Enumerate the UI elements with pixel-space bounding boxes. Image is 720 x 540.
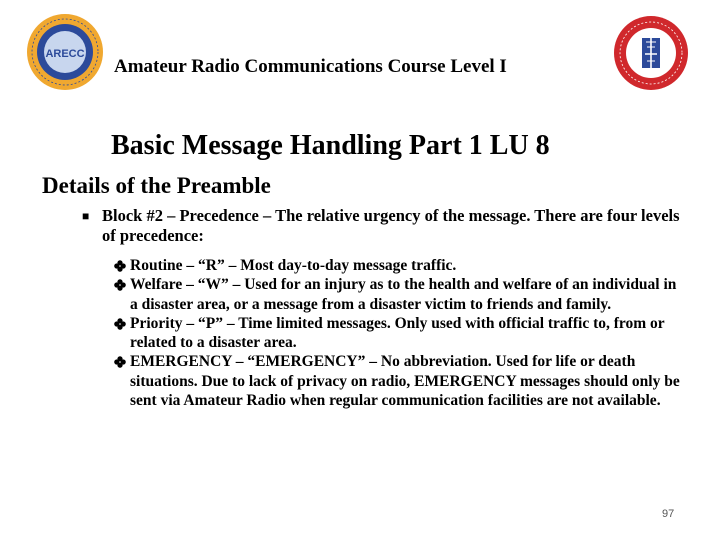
diamond-bullet-icon [114,275,130,314]
diamond-bullet-icon [114,256,130,275]
slide-title: Basic Message Handling Part 1 LU 8 [111,130,550,161]
section-heading: Details of the Preamble [42,173,271,198]
ares-logo [612,14,690,92]
precedence-list [114,256,684,410]
list-item-text: EMERGENCY – “EMERGENCY” – No abbreviation. Used for life or death situations. Due to lack of privacy on radio, EMERGENCY messages should only be sent via Amateur Radio when regular communication facilities are not available. [130,353,680,410]
diamond-bullet-icon [114,314,130,353]
list-item-text: Routine – “R” – Most day-to-day message traffic. [130,257,457,274]
list-item [114,314,684,353]
page-number: 97 [662,508,675,520]
diamond-bullet-icon [114,352,130,410]
arecc-logo [26,13,104,91]
list-item-text: Priority – “P” – Time limited messages. Only used with official traffic to, from or related to a disaster area. [130,314,665,352]
course-title: Amateur Radio Communications Course Level I [114,56,507,77]
arecc-logo-text: ARECC [45,48,85,60]
square-bullet-icon: ■ [82,209,90,223]
list-item-text: Welfare – “W” – Used for an injury as to the health and welfare of an individual in a disaster area, or a message from a disaster victim to friends and family. [130,276,677,313]
list-item [114,275,684,314]
main-bullet [82,206,682,246]
list-item [114,256,684,275]
main-bullet-text: Block #2 – Precedence – The relative urgency of the message. There are four levels of precedence: [102,206,680,245]
list-item [114,352,684,410]
